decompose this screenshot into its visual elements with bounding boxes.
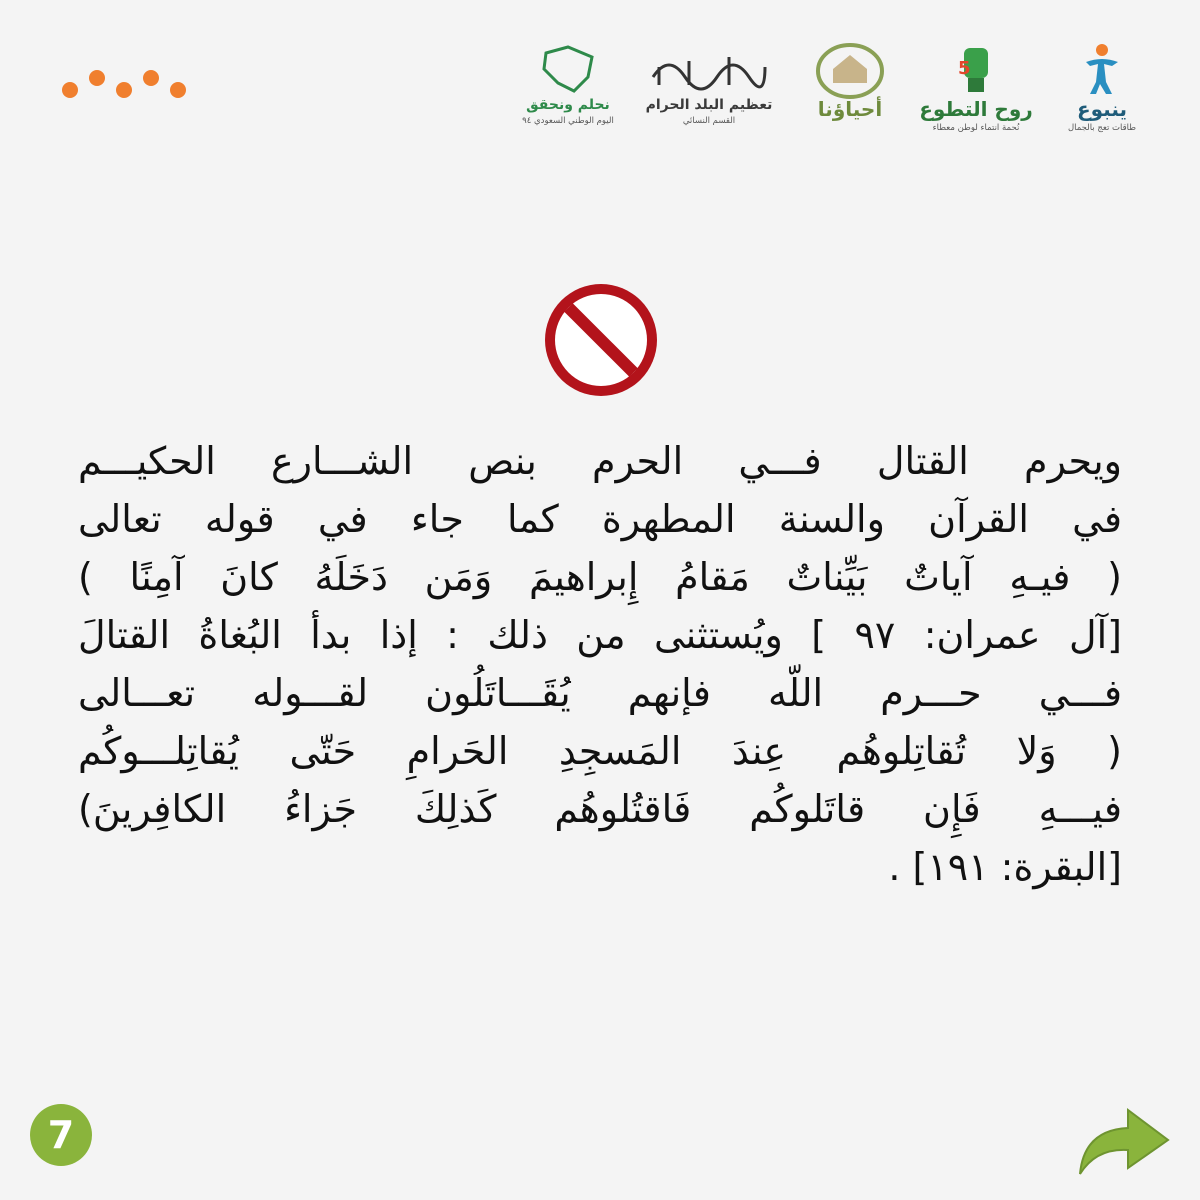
map-icon [538, 43, 598, 95]
fist-icon [956, 44, 996, 94]
logo-rooh-altatawo [919, 40, 1033, 133]
partner-logos [518, 40, 1152, 133]
person-figure-icon [1082, 42, 1122, 96]
text-line: ( وَلا تُقاتِلوهُم عِندَ المَسجِدِ الحَرامِ حَتّى يُقاتِلـــوكُم [78, 729, 1122, 773]
text-line: فـــي حـــرم اللّه فإنهم يُقَـــاتَلُون لقـــوله تعـــالى [78, 671, 1122, 715]
text-line: ( فيـهِ آياتٌ بَيِّناتٌ مَقامُ إِبراهيمَ وَمَن دَخَلَهُ كانَ آمِنًا ) [78, 555, 1122, 599]
logo-title: روح التطوع [919, 97, 1033, 121]
text-line: في القرآن والسنة المطهرة كما جاء في قوله تعالى [78, 497, 1122, 541]
page-number: 7 [30, 1104, 92, 1166]
logo-title: ينبوع [1076, 97, 1128, 121]
text-line: فيـــهِ فَإِن قاتَلوكُم فَاقتُلوهُم كَذلِكَ جَزاءُ الكافِرينَ) [78, 787, 1122, 831]
calligraphy-icon [649, 47, 769, 91]
text-line: [آل عمران: ٩٧ ] ويُستثنى من ذلك : إذا بدأ البُغاةُ القتالَ [78, 613, 1122, 657]
logo-ahyaouna [800, 40, 900, 120]
text-line: ويحرم القتال فـــي الحرم بنص الشـــارع الحكيـــم [78, 439, 1122, 483]
svg-text:5: 5 [958, 58, 971, 79]
logo-taadheem [644, 40, 774, 126]
logo-title: نحلم ونحقق [526, 97, 610, 113]
logo-subtitle: نُحمة انتماء لوطن معطاء [932, 123, 1020, 133]
logo-subtitle: طاقات تعج بالجمال [1067, 123, 1137, 133]
logo-yanbou [1052, 40, 1152, 133]
logo-title: أحياؤنا [817, 97, 883, 121]
logo-subtitle: اليوم الوطني السعودي ٩٤ [522, 116, 614, 127]
text-line: [البقرة: ١٩١] . [888, 845, 1122, 889]
logo-national-day [518, 40, 618, 126]
logo-title: تعظيم البلد الحرام [645, 97, 773, 113]
body-text [78, 432, 1122, 896]
dots-logo-icon [62, 70, 186, 110]
house-icon [815, 39, 885, 99]
next-arrow-icon[interactable] [1076, 1100, 1172, 1180]
logo-subtitle: القسم النسائي [682, 116, 736, 127]
prohibited-icon [541, 280, 661, 400]
